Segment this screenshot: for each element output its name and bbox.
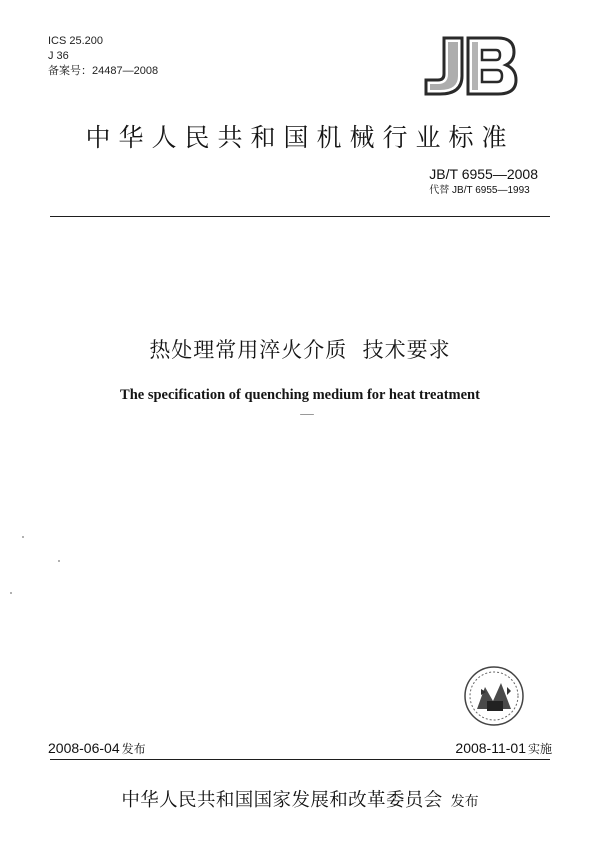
scan-speck xyxy=(22,536,24,538)
scan-speck xyxy=(10,592,12,594)
issuing-authority xyxy=(0,786,600,812)
jb-logo-letter-j xyxy=(426,38,462,94)
standard-number: JB/T 6955—2008 xyxy=(429,166,538,182)
issue-date-label: 发布 xyxy=(121,742,146,756)
publisher-seal-icon xyxy=(463,665,525,727)
scan-speck xyxy=(58,560,60,562)
issuing-action: 发布 xyxy=(450,794,479,810)
effective-date xyxy=(455,740,552,757)
footer-divider xyxy=(50,759,550,760)
standard-category-title: 中华人民共和国机械行业标准 xyxy=(85,123,515,152)
jb-logo-icon xyxy=(400,34,520,98)
issue-date xyxy=(48,740,146,757)
effective-date-value: 2008-11-01 xyxy=(455,740,526,756)
replaces-standard: 代替 JB/T 6955—1993 xyxy=(429,185,530,196)
header-divider xyxy=(50,216,550,217)
filing-number: 备案号：24487—2008 xyxy=(48,65,159,77)
standard-metadata xyxy=(48,34,158,79)
issuing-organization: 中华人民共和国国家发展和改革委员会 xyxy=(121,790,443,811)
document-title-en: The specification of quenching medium for heat treatment xyxy=(120,387,480,403)
effective-date-label: 实施 xyxy=(527,742,552,756)
scan-speck xyxy=(300,414,314,415)
ics-code: ICS 25.200 xyxy=(48,35,104,47)
issue-date-value: 2008-06-04 xyxy=(48,740,120,756)
standard-number-block xyxy=(429,164,538,198)
document-title-cn: 热处理常用淬火介质 技术要求 xyxy=(149,338,451,362)
ccs-code: J 36 xyxy=(48,50,69,62)
jb-logo-letter-b xyxy=(468,38,516,94)
